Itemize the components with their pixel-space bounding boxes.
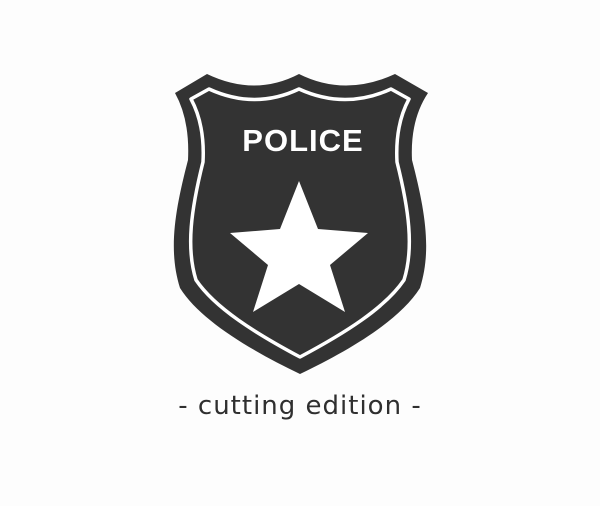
badge-title: POLICE <box>242 123 364 158</box>
caption: - cutting edition - <box>178 391 422 421</box>
